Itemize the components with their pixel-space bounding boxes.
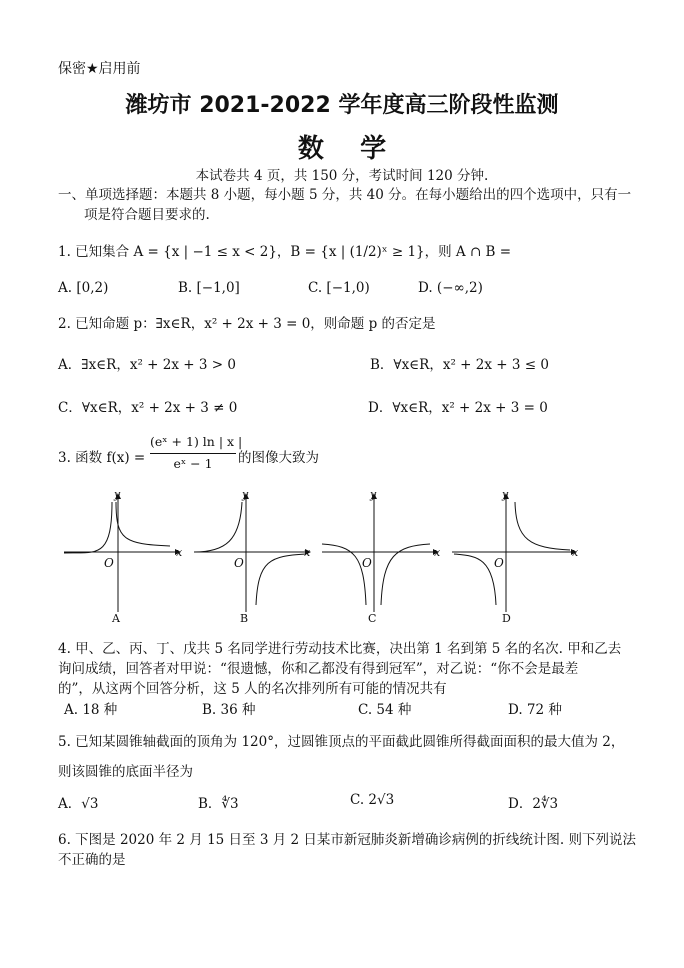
question-3-numerator: (eˣ + 1) ln | x | — [150, 434, 243, 449]
graph-c-label: C — [368, 612, 377, 625]
question-2-option-c: C．∀x∈R，x² + 2x + 3 ≠ 0 — [58, 400, 238, 416]
graph-b-origin: O — [234, 556, 244, 570]
graph-c — [322, 494, 441, 612]
question-4-option-d: D. 72 种 — [508, 702, 562, 718]
question-5-line2: 则该圆锥的底面半径为 — [58, 764, 193, 780]
question-4-option-c: C. 54 种 — [358, 702, 412, 718]
graph-b-x-label: x — [304, 546, 311, 559]
question-4-line1: 4. 甲、乙、丙、丁、戊共 5 名同学进行劳动技术比赛，决出第 1 名到第 5 名的名次. 甲和乙去 — [58, 641, 622, 657]
question-5-option-d: D．2∜3 — [508, 796, 559, 812]
question-4-option-a: A. 18 种 — [64, 702, 118, 718]
question-5-option-b: B．∜3 — [198, 796, 239, 812]
graph-a-label: A — [112, 612, 120, 625]
exam-info: 本试卷共 4 页，共 150 分，考试时间 120 分钟. — [195, 168, 489, 184]
graph-d-x-label: x — [572, 546, 579, 559]
question-3-prefix: 3. 函数 f(x) = — [58, 450, 146, 466]
exam-title: 潍坊市 2021-2022 学年度高三阶段性监测 — [125, 93, 559, 118]
graph-a-x-label: x — [176, 546, 183, 559]
section-instruction-line2: 项是符合题目要求的. — [84, 207, 210, 223]
question-1-option-b: B. [−1,0] — [178, 280, 240, 296]
graph-d — [452, 494, 579, 612]
question-2-option-b: B．∀x∈R，x² + 2x + 3 ≤ 0 — [370, 357, 549, 373]
graph-d-label: D — [502, 612, 511, 625]
question-6-line2: 不正确的是 — [58, 852, 126, 868]
graph-d-y-label: y — [502, 488, 509, 501]
question-4-line3: 的”，从这两个回答分析，这 5 人的名次排列所有可能的情况共有 — [58, 681, 447, 697]
question-1-option-d: D. (−∞,2) — [418, 280, 483, 296]
question-1-stem: 1. 已知集合 A = {x | −1 ≤ x < 2}，B = {x | (1/2)ˣ ≥ 1}，则 A ∩ B = — [58, 244, 512, 260]
question-1-option-c: C. [−1,0) — [308, 280, 370, 296]
graph-a-origin: O — [104, 556, 114, 570]
question-3-suffix: 的图像大致为 — [238, 450, 319, 466]
question-4-option-b: B. 36 种 — [202, 702, 256, 718]
graph-c-origin: O — [362, 556, 372, 570]
question-4-line2: 询问成绩，回答者对甲说：“很遗憾，你和乙都没有得到冠军”，对乙说：“你不会是最差 — [58, 661, 579, 677]
graph-c-y-label: y — [370, 488, 377, 501]
question-6-line1: 6. 下图是 2020 年 2 月 15 日至 3 月 2 日某市新冠肺炎新增确诊病例的折线统计图. 则下列说法 — [58, 832, 636, 848]
graph-a-y-label: y — [114, 488, 121, 501]
graph-b — [194, 494, 310, 612]
graph-d-origin: O — [494, 556, 504, 570]
subject-title: 数 学 — [297, 134, 387, 164]
graph-b-label: B — [240, 612, 249, 625]
graph-b-y-label: y — [242, 488, 249, 501]
question-3-denominator: eˣ − 1 — [173, 456, 213, 471]
question-5-line1: 5. 已知某圆锥轴截面的顶角为 120°，过圆锥顶点的平面截此圆锥所得截面面积的最大值为 2， — [58, 734, 625, 750]
question-1-option-a: A. [0,2) — [58, 280, 109, 296]
graph-a — [64, 494, 183, 612]
section-instruction-line1: 一、单项选择题：本题共 8 小题，每小题 5 分，共 40 分。在每小题给出的四个选项中，只有一 — [58, 187, 632, 203]
question-2-option-a: A．∃x∈R，x² + 2x + 3 > 0 — [58, 357, 236, 373]
question-2-option-d: D．∀x∈R，x² + 2x + 3 = 0 — [368, 400, 548, 416]
question-5-option-a: A．√3 — [58, 796, 99, 812]
question-5-option-c: C. 2√3 — [350, 792, 395, 808]
question-2-stem: 2. 已知命题 p：∃x∈R，x² + 2x + 3 = 0，则命题 p 的否定是 — [58, 316, 436, 332]
graph-c-x-label: x — [434, 546, 441, 559]
confidential-label: 保密★启用前 — [58, 61, 141, 77]
